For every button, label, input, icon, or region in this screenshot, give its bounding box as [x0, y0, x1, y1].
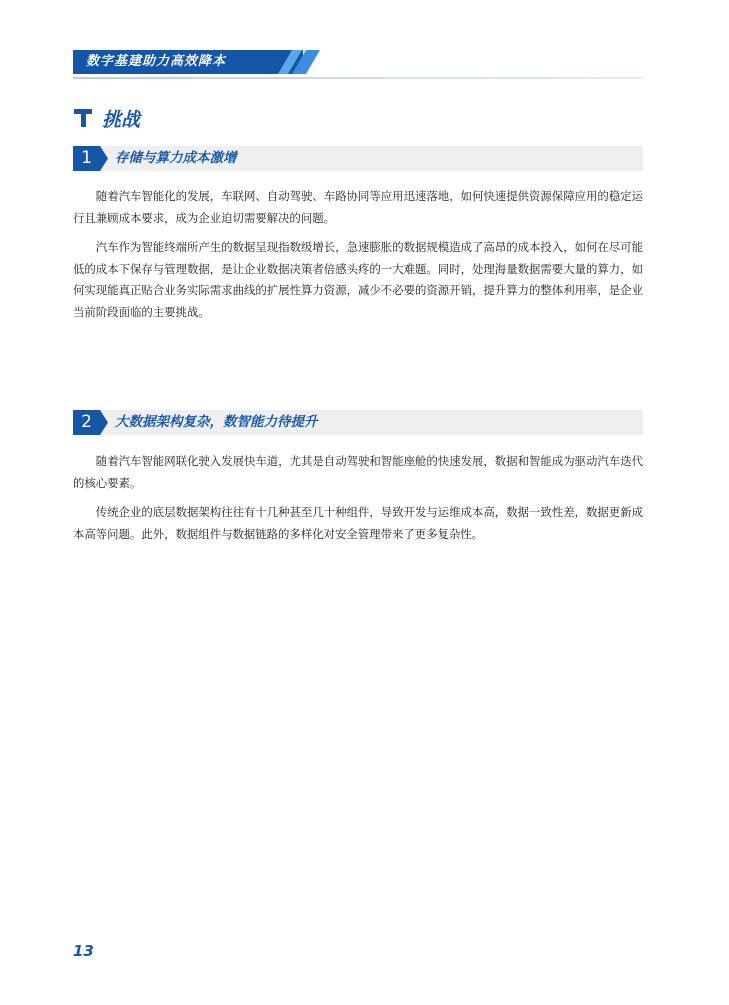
- header-title: 数字基建助力高效降本: [86, 54, 227, 69]
- corner-bracket-icon: [74, 109, 92, 127]
- arrow-notch-icon: [100, 146, 110, 171]
- subsection-header-1: [73, 146, 643, 171]
- header-stripes-decoration: [262, 50, 322, 74]
- section-heading: [74, 105, 140, 131]
- header-divider: [73, 77, 643, 79]
- body-paragraph: 随着汽车智能化的发展，车联网、自动驾驶、车路协同等应用迅速落地，如何快速提供资源保障应用的稳定运行且兼顾成本要求，成为企业迫切需要解决的问题。: [73, 189, 643, 225]
- subsection-title: 大数据架构复杂，数智能力待提升: [115, 414, 318, 430]
- section-title: 挑战: [102, 108, 141, 131]
- arrow-notch-icon: [100, 410, 110, 435]
- body-paragraph: 汽车作为智能终端所产生的数据呈现指数级增长，急速膨胀的数据规模造成了高昂的成本投入，如何在尽可能低的成本下保存与管理数据，是让企业数据决策者倍感头疼的一大难题。同时，处理海量数据需要大量的算力，如何实现能真正贴合业务实际需求曲线的扩展性算力资源，减少不必要的资源开销，提升算力的整体利用率，是企业当前阶段面临的主要挑战。: [73, 240, 643, 319]
- subsection-number: 2: [73, 410, 100, 435]
- body-paragraph: 传统企业的底层数据架构往往有十几种甚至几十种组件，导致开发与运维成本高，数据一致性差，数据更新成本高等问题。此外，数据组件与数据链路的多样化对安全管理带来了更多复杂性。: [73, 505, 643, 541]
- page-number: 13: [73, 942, 94, 960]
- body-paragraph: 随着汽车智能网联化驶入发展快车道，尤其是自动驾驶和智能座舱的快速发展，数据和智能成为驱动汽车迭代的核心要素。: [73, 454, 643, 490]
- subsection-header-2: [73, 410, 643, 435]
- subsection-number: 1: [73, 146, 100, 171]
- subsection-title: 存储与算力成本激增: [115, 150, 237, 166]
